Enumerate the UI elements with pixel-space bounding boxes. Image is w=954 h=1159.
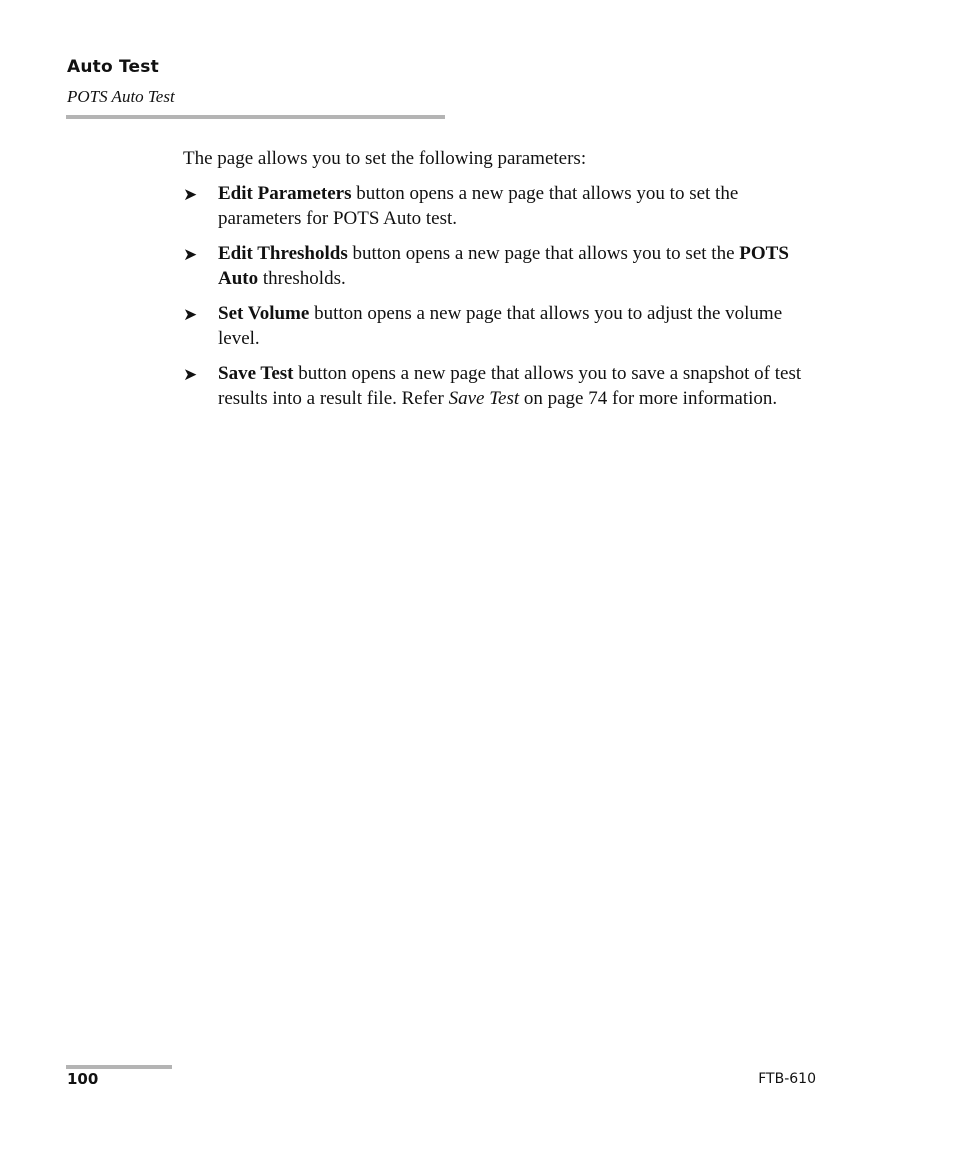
- bullet-text: button opens a new page that allows you to set the parameters for POTS Auto test.: [218, 183, 739, 229]
- section-title: POTS Auto Test: [67, 87, 175, 106]
- bullet-text-tail: thresholds.: [258, 267, 346, 289]
- bullet-text: button opens a new page that allows you to set the: [347, 243, 740, 264]
- arrow-right-icon: ➤: [183, 185, 198, 205]
- arrow-right-icon: ➤: [183, 245, 198, 265]
- footer-divider: [66, 1065, 172, 1069]
- bullet-bold-term: Save Test: [218, 363, 294, 384]
- list-item-save-test: [183, 362, 823, 411]
- bullet-text: button opens a new page that allows you to adjust the volume level.: [218, 303, 783, 349]
- list-item-set-volume: [183, 302, 823, 351]
- bullet-bold-term: Edit Parameters: [218, 183, 352, 204]
- bullet-bold-term: Edit Thresholds: [218, 243, 348, 264]
- arrow-right-icon: ➤: [183, 305, 198, 325]
- list-item-edit-thresholds: [183, 242, 823, 291]
- cross-reference-link[interactable]: Save Test: [448, 387, 520, 409]
- product-name: FTB-610: [758, 1071, 816, 1087]
- arrow-right-icon: ➤: [183, 365, 198, 385]
- bullet-text-tail: on page 74 for more information.: [519, 387, 778, 409]
- chapter-title: Auto Test: [67, 57, 159, 77]
- bullet-bold-term: Set Volume: [218, 303, 310, 324]
- parameter-list: [183, 182, 823, 411]
- bullet-bold-term-inline: POTS Auto: [218, 243, 789, 289]
- header-divider: [66, 115, 445, 119]
- page-number: 100: [67, 1070, 99, 1088]
- bullet-text: button opens a new page that allows you to save a snapshot of test results into a result file. Refer: [218, 363, 802, 409]
- intro-paragraph: The page allows you to set the following parameters:: [183, 148, 587, 169]
- list-item-edit-parameters: [183, 182, 823, 231]
